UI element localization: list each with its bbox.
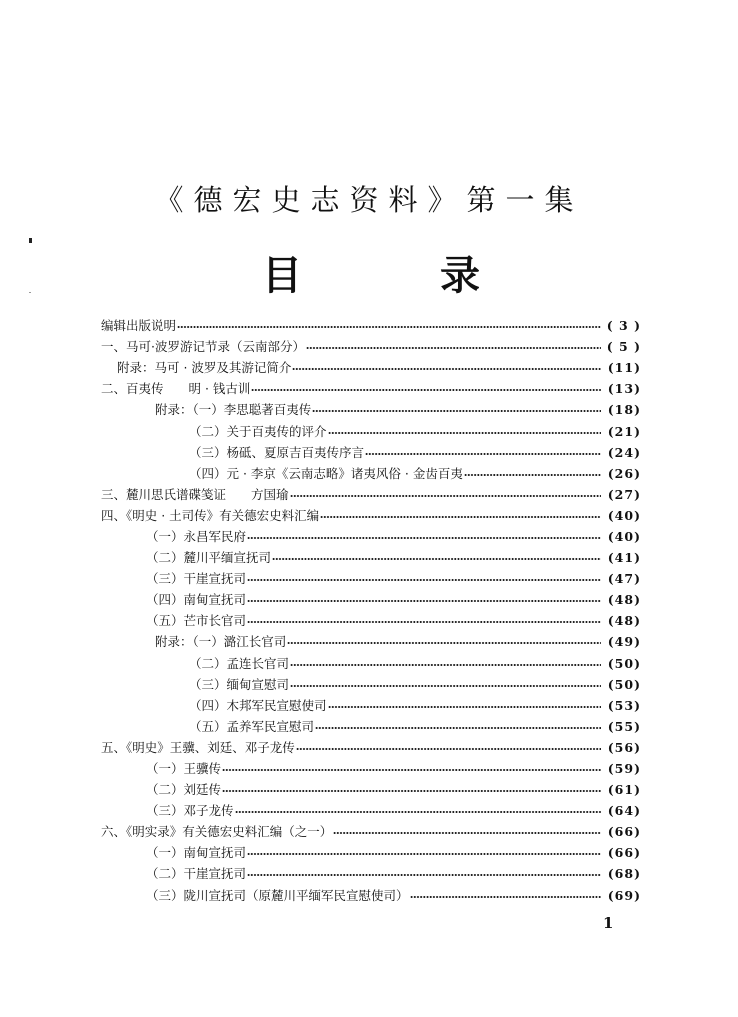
- leader-dots: [247, 842, 601, 863]
- scan-mark: [29, 292, 31, 293]
- toc-entry-page: (66): [607, 824, 641, 840]
- toc-entry-title: （二）关于百夷传的评介: [189, 421, 328, 442]
- toc-entry-page: (13): [607, 381, 641, 397]
- toc-entry[interactable]: [101, 821, 641, 842]
- toc-entry-title: 二、百夷传 明 · 钱古训: [101, 378, 251, 399]
- toc-entry-page: (26): [607, 465, 641, 481]
- table-of-contents: [101, 315, 641, 906]
- toc-entry-page: (48): [607, 613, 641, 629]
- toc-entry[interactable]: [101, 442, 641, 463]
- leader-dots: [296, 737, 601, 758]
- leader-dots: [315, 716, 601, 737]
- toc-entry[interactable]: [101, 526, 641, 547]
- toc-entry-page: (50): [607, 655, 641, 671]
- toc-entry-page: (56): [607, 739, 641, 755]
- toc-entry-page: (68): [607, 866, 641, 882]
- leader-dots: [222, 779, 601, 800]
- leader-dots: [247, 863, 601, 884]
- toc-entry-page: ( 3 ): [606, 318, 641, 334]
- toc-entry-title: （三）杨砥、夏原吉百夷传序言: [189, 442, 365, 463]
- toc-entry-title: （一）南甸宣抚司: [146, 842, 247, 863]
- toc-entry-title: （一）永昌军民府: [146, 526, 247, 547]
- toc-entry-title: （三）干崖宣抚司: [146, 568, 247, 589]
- toc-entry[interactable]: [101, 610, 641, 631]
- toc-entry-page: (50): [607, 676, 641, 692]
- toc-entry-title: 附录：马可 · 波罗及其游记简介: [117, 357, 292, 378]
- page-number: 1: [603, 914, 614, 932]
- scan-mark: [29, 238, 32, 243]
- toc-entry[interactable]: [101, 695, 641, 716]
- leader-dots: [247, 610, 601, 631]
- leader-dots: [290, 674, 601, 695]
- toc-entry[interactable]: [101, 568, 641, 589]
- toc-entry-title: （五）芒市长官司: [146, 610, 247, 631]
- toc-entry[interactable]: [101, 842, 641, 863]
- toc-entry-title: （三）陇川宣抚司（原麓川平缅军民宣慰使司）: [146, 885, 410, 906]
- toc-heading-char-2: 录: [440, 253, 480, 299]
- toc-entry-page: (40): [607, 507, 641, 523]
- toc-entry[interactable]: [101, 505, 641, 526]
- toc-heading: [0, 244, 738, 299]
- toc-entry-page: (24): [607, 444, 641, 460]
- toc-entry[interactable]: [101, 885, 641, 906]
- toc-entry-page: (18): [607, 402, 641, 418]
- leader-dots: [365, 442, 601, 463]
- leader-dots: [247, 568, 601, 589]
- toc-entry-page: (21): [607, 423, 641, 439]
- toc-entry-page: (61): [607, 782, 641, 798]
- toc-entry-page: (27): [607, 486, 641, 502]
- leader-dots: [272, 547, 601, 568]
- toc-entry-title: （四）木邦军民宣慰使司: [189, 695, 328, 716]
- toc-entry[interactable]: [101, 589, 641, 610]
- toc-entry-title: （一）王骥传: [146, 758, 222, 779]
- leader-dots: [287, 631, 601, 652]
- toc-entry-title: 三、麓川思氏谱碟笺证 方国瑜: [101, 484, 290, 505]
- leader-dots: [410, 885, 601, 906]
- toc-entry[interactable]: [101, 737, 641, 758]
- toc-entry[interactable]: [101, 716, 641, 737]
- toc-entry[interactable]: [101, 800, 641, 821]
- toc-entry-title: 附录：（一）潞江长官司: [155, 631, 287, 652]
- leader-dots: [290, 653, 601, 674]
- toc-entry-page: (11): [607, 360, 641, 376]
- toc-entry-page: (53): [607, 697, 641, 713]
- toc-entry-title: 一、马可·波罗游记节录（云南部分）: [101, 336, 306, 357]
- leader-dots: [292, 357, 601, 378]
- leader-dots: [306, 336, 601, 357]
- leader-dots: [290, 484, 601, 505]
- toc-entry-title: 编辑出版说明: [101, 315, 177, 336]
- leader-dots: [247, 589, 601, 610]
- toc-entry[interactable]: [101, 547, 641, 568]
- toc-entry[interactable]: [101, 399, 641, 420]
- toc-entry[interactable]: [101, 758, 641, 779]
- leader-dots: [247, 526, 601, 547]
- toc-entry-page: (40): [607, 528, 641, 544]
- leader-dots: [464, 463, 601, 484]
- leader-dots: [177, 315, 601, 336]
- toc-entry[interactable]: [101, 357, 641, 378]
- toc-entry[interactable]: [101, 463, 641, 484]
- toc-entry-page: (55): [607, 718, 641, 734]
- leader-dots: [328, 695, 601, 716]
- toc-entry-page: (64): [607, 803, 641, 819]
- toc-heading-char-1: 目: [262, 253, 302, 299]
- toc-entry-page: (66): [607, 845, 641, 861]
- toc-entry-page: (48): [607, 592, 641, 608]
- toc-entry-title: （三）邓子龙传: [146, 800, 235, 821]
- toc-entry-title: 附录：（一）李思聪著百夷传: [155, 399, 312, 420]
- toc-entry[interactable]: [101, 315, 641, 336]
- leader-dots: [235, 800, 601, 821]
- leader-dots: [222, 758, 601, 779]
- toc-entry-title: （四）元 · 李京《云南志略》诸夷风俗 · 金齿百夷: [189, 463, 464, 484]
- leader-dots: [312, 399, 601, 420]
- toc-entry-title: （二）孟连长官司: [189, 653, 290, 674]
- toc-entry-title: 四、《明史 · 土司传》有关德宏史料汇编: [101, 505, 320, 526]
- toc-entry-title: （二）刘廷传: [146, 779, 222, 800]
- toc-entry-title: （二）干崖宣抚司: [146, 863, 247, 884]
- toc-entry[interactable]: [101, 420, 641, 441]
- toc-entry[interactable]: [101, 653, 641, 674]
- toc-entry-title: 六、《明实录》有关德宏史料汇编（之一）: [101, 821, 333, 842]
- toc-entry-title: （三）缅甸宣慰司: [189, 674, 290, 695]
- toc-entry-page: (49): [607, 634, 641, 650]
- leader-dots: [320, 505, 601, 526]
- series-title: 《德宏史志资料》第一集: [154, 183, 584, 217]
- toc-entry-page: (59): [607, 761, 641, 777]
- toc-entry[interactable]: [101, 631, 641, 652]
- toc-entry-title: （五）孟养军民宣慰司: [189, 716, 315, 737]
- toc-entry-page: (69): [607, 887, 641, 903]
- leader-dots: [251, 378, 601, 399]
- leader-dots: [328, 421, 601, 442]
- toc-entry[interactable]: [101, 378, 641, 399]
- toc-entry[interactable]: [101, 484, 641, 505]
- toc-entry[interactable]: [101, 779, 641, 800]
- toc-entry-page: (47): [607, 571, 641, 587]
- leader-dots: [333, 821, 601, 842]
- toc-entry-page: (41): [607, 550, 641, 566]
- toc-entry-title: （二）麓川平缅宣抚司: [146, 547, 272, 568]
- toc-entry-page: ( 5 ): [606, 339, 641, 355]
- toc-entry[interactable]: [101, 674, 641, 695]
- toc-entry-title: （四）南甸宣抚司: [146, 589, 247, 610]
- toc-entry[interactable]: [101, 336, 641, 357]
- toc-entry-title: 五、《明史》王骥、刘廷、邓子龙传: [101, 737, 296, 758]
- toc-entry[interactable]: [101, 863, 641, 884]
